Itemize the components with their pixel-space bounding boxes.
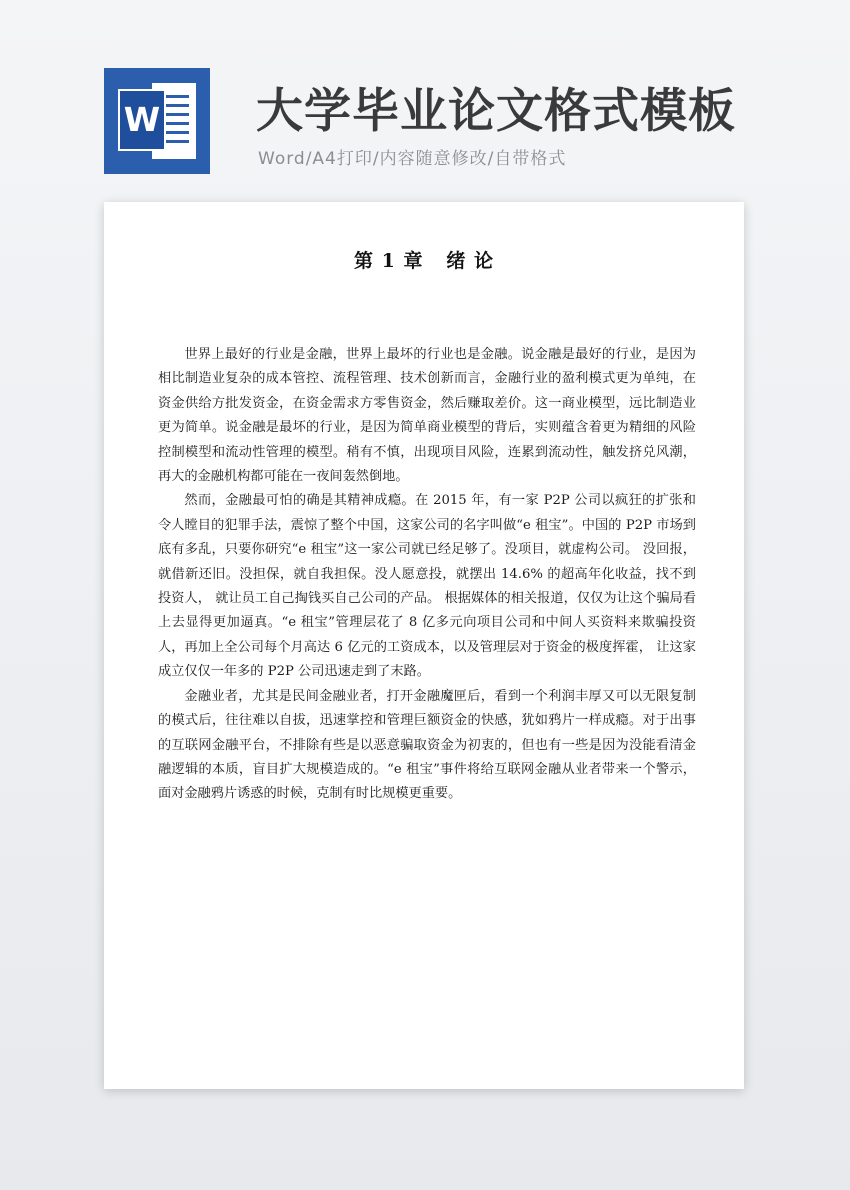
paragraph-2: 然而，金融最可怕的确是其精神成瘾。在 2015 年，有一家 P2P 公司以疯狂的扩张和令人瞠目的犯罪手法，震惊了整个中国，这家公司的名字叫做“e 租宝”。中国的 P2P 市场到底有多乱，只要你研究“e 租宝”这一家公司就已经足够了。没项目，就虚构公司。 没回报，就借新还旧。没担保，就自我担保。没人愿意投，就摆出 14.6% 的超高年化收益，找不到投资人， 就让员工自己掏钱买自己公司的产品。 根据媒体的相关报道，仅仅为让这个骗局看上去显得更加逼真。“e 租宝”管理层花了 8 亿多元向项目公司和中间人买资料来欺骗投资人，再加上全公司每个月高达 6 亿元的工资成本，以及管理层对于资金的极度挥霍， 让这家成立仅仅一年多的 P2P 公司迅速走到了末路。 <box>158 493 696 680</box>
word-logo-icon <box>104 68 210 174</box>
paragraph-1: 世界上最好的行业是金融，世界上最坏的行业也是金融。说金融是最好的行业，是因为相比制造业复杂的成本管控、流程管理、技术创新而言，金融行业的盈利模式更为单纯，在资金供给方批发资金，在资金需求方零售资金，然后赚取差价。这一商业模型，远比制造业更为简单。说金融是最坏的行业，是因为简单商业模型的背后，实则蕴含着更为精细的风险控制模型和流动性管理的模型。稍有不慎，出现项目风险，连累到流动性，触发挤兑风潮，再大的金融机构都可能在一夜间轰然倒地。 <box>158 347 696 485</box>
document-page <box>104 202 744 1089</box>
chapter-title: 第 1 章 绪 论 <box>354 250 494 272</box>
page-title: 大学毕业论文格式模板 <box>256 84 736 139</box>
document-body <box>158 343 696 807</box>
page-subtitle: Word/A4打印/内容随意修改/自带格式 <box>258 149 567 169</box>
paragraph-3: 金融业者，尤其是民间金融业者，打开金融魔匣后，看到一个利润丰厚又可以无限复制的模式后，往往难以自拔，迅速掌控和管理巨额资金的快感，犹如鸦片一样成瘾。对于出事的互联网金融平台，不排除有些是以恶意骗取资金为初衷的，但也有一些是因为没能看清金融逻辑的本质，盲目扩大规模造成的。“e 租宝”事件将给互联网金融从业者带来一个警示，面对金融鸦片诱惑的时候，克制有时比规模更重要。 <box>158 688 696 802</box>
word-w-badge: W <box>118 89 166 151</box>
